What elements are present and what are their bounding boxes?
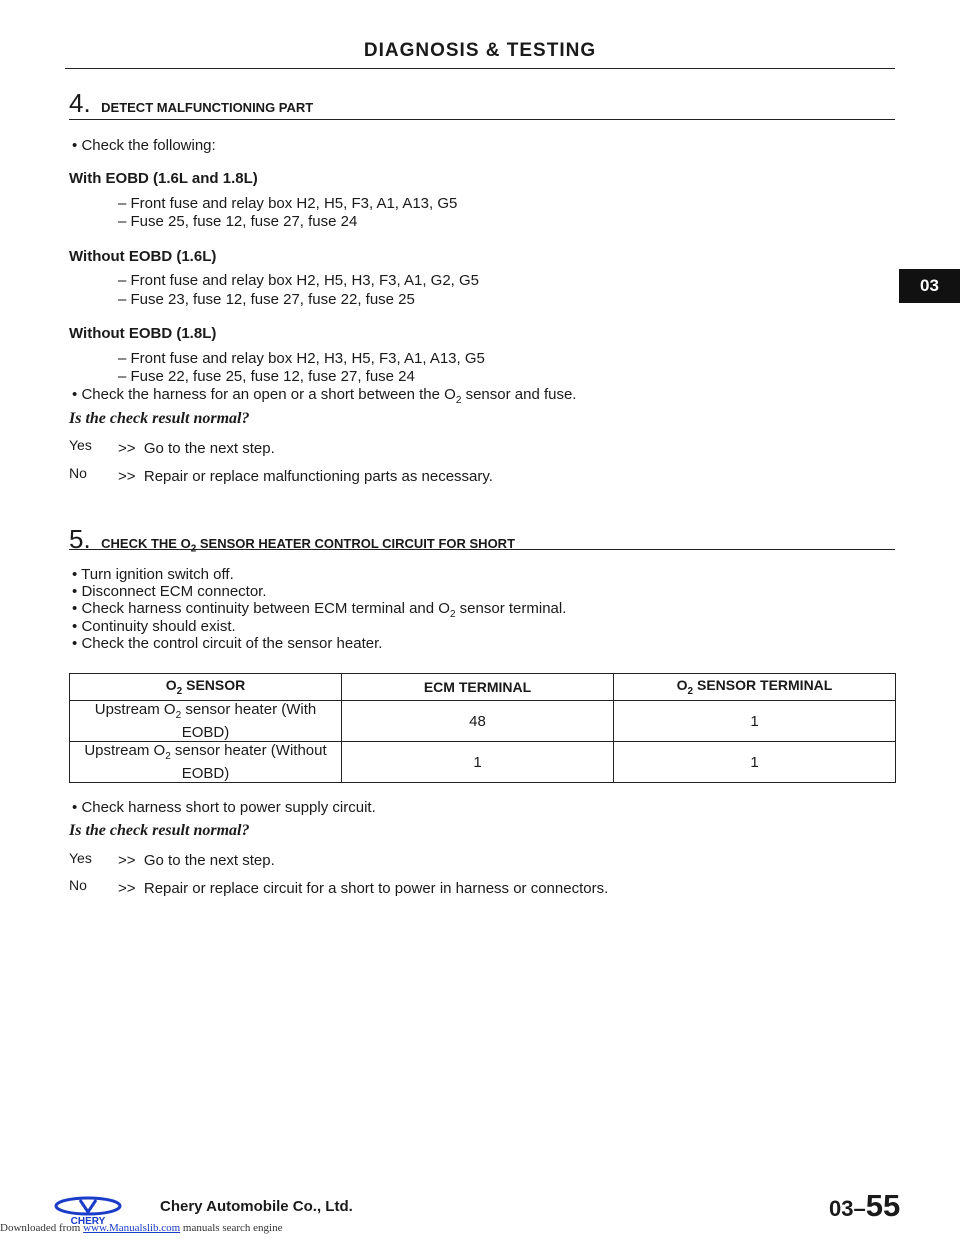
no-result: >> Repair or replace malfunctioning parts as necessary. (118, 468, 493, 485)
list-item: – Front fuse and relay box H2, H5, H3, F3, A1, G2, G5 (118, 272, 480, 289)
logo-text: CHERY (70, 1216, 106, 1226)
check-question: Is the check result normal? (69, 410, 250, 427)
table-row (70, 701, 896, 742)
bullet-item: • Continuity should exist. (72, 618, 236, 635)
list-item: – Fuse 25, fuse 12, fuse 27, fuse 24 (118, 213, 358, 230)
table-header-row (70, 674, 896, 701)
col-header-ecm-terminal: ECM TERMINAL (342, 674, 614, 701)
bullet-item: • Check the control circuit of the sensor heater. (72, 635, 383, 652)
list-item: – Fuse 22, fuse 25, fuse 12, fuse 27, fuse 24 (118, 368, 415, 385)
bullet-item: • Turn ignition switch off. (72, 566, 234, 583)
terminal-table (69, 673, 896, 783)
list-item: – Front fuse and relay box H2, H5, F3, A1, A13, G5 (118, 195, 458, 212)
col-header-sensor-terminal: $O_2$ SENSOR TERMINAL (614, 674, 896, 701)
table-row (70, 742, 896, 783)
step-title: CHECK THE $O_2$ SENSOR HEATER CONTROL CIRCUIT FOR SHORT (101, 536, 516, 555)
step-number: 4. (69, 88, 91, 118)
bullet-item: • Check harness continuity between ECM terminal and $O_2$ sensor terminal. (72, 600, 567, 620)
group-label: With EOBD (1.6L and 1.8L) (69, 170, 258, 187)
page-header-title: DIAGNOSIS & TESTING (363, 40, 597, 61)
check-question: Is the check result normal? (69, 822, 250, 839)
table-cell: 48 (342, 701, 614, 742)
bullet-item: • Check harness short to power supply circuit. (72, 799, 376, 816)
list-item: – Fuse 23, fuse 12, fuse 27, fuse 22, fuse 25 (118, 291, 415, 308)
no-result: >> Repair or replace circuit for a short to power in harness or connectors. (118, 880, 609, 897)
table-cell: 1 (614, 701, 896, 742)
table-cell: 1 (342, 742, 614, 783)
list-item: – Front fuse and relay box H2, H3, H5, F3, A1, A13, G5 (118, 350, 485, 367)
no-label: No (69, 465, 87, 481)
page-number: 03–55 (829, 1188, 901, 1223)
group-label: Without EOBD (1.8L) (69, 325, 217, 342)
footer-company: Chery Automobile Co., Ltd. (160, 1198, 353, 1215)
col-header-sensor: $O_2$ SENSOR (70, 674, 342, 701)
yes-result: >> Go to the next step. (118, 440, 275, 457)
bullet-item: • Disconnect ECM connector. (72, 583, 267, 600)
bullet-item: • Check the following: (72, 137, 216, 154)
group-label: Without EOBD (1.6L) (69, 248, 217, 265)
table-cell: 1 (614, 742, 896, 783)
step-rule (69, 119, 895, 120)
yes-label: Yes (69, 437, 92, 453)
yes-label: Yes (69, 850, 92, 866)
section-tab: 03 (899, 269, 960, 303)
step-5-heading (69, 524, 515, 555)
yes-result: >> Go to the next step. (118, 852, 275, 869)
download-notice: Downloaded from www.Manualslib.com manuals search engine (0, 1222, 283, 1234)
no-label: No (69, 877, 87, 893)
table-cell: Upstream $O_2$ sensor heater (With EOBD) (70, 701, 342, 742)
step-4-heading (69, 88, 313, 119)
manualslib-link[interactable]: www.Manualslib.com (83, 1222, 181, 1234)
header-rule (65, 68, 895, 69)
step-number: 5. (69, 524, 91, 554)
step-rule (69, 549, 895, 550)
table-cell: Upstream $O_2$ sensor heater (Without EOBD) (70, 742, 342, 783)
step-title: DETECT MALFUNCTIONING PART (101, 100, 314, 115)
bullet-item: • Check the harness for an open or a short between the $O_2$ sensor and fuse. (72, 386, 577, 406)
